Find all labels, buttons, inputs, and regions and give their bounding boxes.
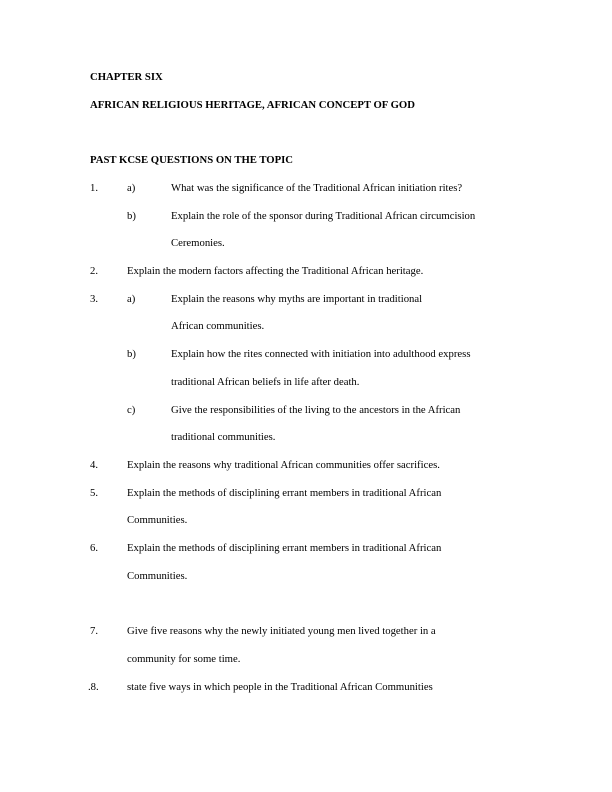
question-text: Explain the role of the sponsor during Traditional African circumcision: [171, 210, 476, 222]
question-text: community for some time.: [127, 653, 241, 665]
question-text: Explain the reasons why traditional African communities offer sacrifices.: [127, 459, 440, 471]
question-text: What was the significance of the Traditional African initiation rites?: [171, 182, 463, 194]
question-number: 5.: [90, 487, 99, 499]
question-number: 7.: [90, 625, 99, 637]
part-label: a): [127, 182, 136, 194]
question-number: 4.: [90, 459, 99, 471]
question-text: African communities.: [171, 320, 265, 332]
chapter-title: AFRICAN RELIGIOUS HERITAGE, AFRICAN CONCEPT OF GOD: [90, 99, 415, 111]
question-number: 1.: [90, 182, 99, 194]
part-label: a): [127, 293, 136, 305]
part-label: b): [127, 348, 136, 360]
chapter-heading: CHAPTER SIX: [90, 71, 163, 83]
question-number: 2.: [90, 265, 99, 277]
question-text: Communities.: [127, 570, 188, 582]
question-text: Communities.: [127, 514, 188, 526]
question-text: Give the responsibilities of the living to the ancestors in the African: [171, 404, 461, 416]
section-heading: PAST KCSE QUESTIONS ON THE TOPIC: [90, 154, 294, 166]
question-text: Explain the methods of disciplining errant members in traditional African: [127, 542, 442, 554]
question-text: Explain how the rites connected with initiation into adulthood express: [171, 348, 471, 360]
question-text: Explain the reasons why myths are important in traditional: [171, 293, 423, 305]
question-text: state five ways in which people in the Traditional African Communities: [127, 681, 433, 693]
question-text: Ceremonies.: [171, 237, 225, 249]
question-number: 6.: [90, 542, 99, 554]
question-text: Explain the modern factors affecting the Traditional African heritage.: [127, 265, 424, 277]
question-text: Explain the methods of disciplining errant members in traditional African: [127, 487, 442, 499]
question-number: 3.: [90, 293, 99, 305]
part-label: b): [127, 210, 136, 222]
question-text: traditional communities.: [171, 431, 276, 443]
question-text: Give five reasons why the newly initiated young men lived together in a: [127, 625, 436, 637]
question-number: .8.: [88, 681, 99, 693]
part-label: c): [127, 404, 136, 416]
question-text: traditional African beliefs in life after death.: [171, 376, 360, 388]
